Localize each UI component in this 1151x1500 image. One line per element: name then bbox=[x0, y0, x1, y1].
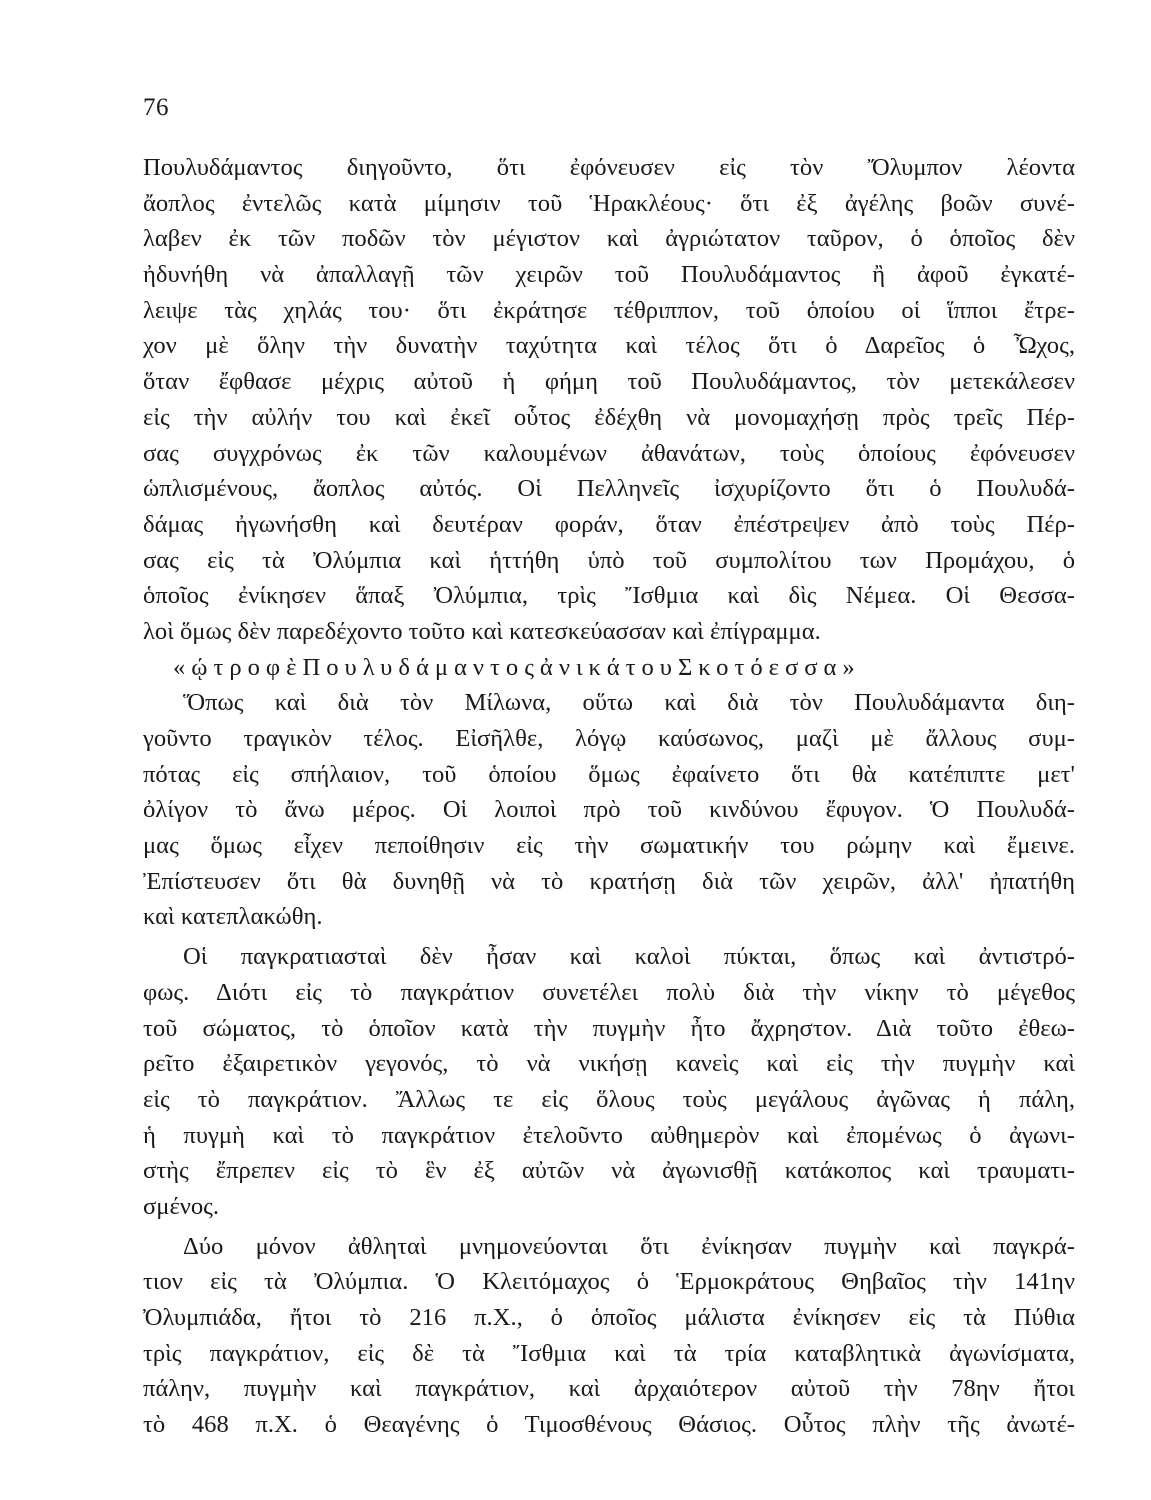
text-line: τρὶς παγκράτιον, εἰς δὲ τὰ Ἴσθμια καὶ τὰ τρία καταβλητικὰ ἀγωνίσματα, bbox=[143, 1339, 1075, 1367]
text-line: ἠδυνήθη νὰ ἀπαλλαγῇ τῶν χειρῶν τοῦ Πουλυδάμαντος ἢ ἀφοῦ ἐγκατέ- bbox=[143, 261, 1075, 289]
text-line: δάμας ἠγωνήσθη καὶ δευτέραν φοράν, ὅταν ἐπέστρεψεν ἀπὸ τοὺς Πέρ- bbox=[143, 510, 1075, 538]
epigram-line: «ῴτροφὲΠουλυδάμαντοςἀνικάτουΣκοτόεσσα» bbox=[173, 653, 861, 681]
text-line: Πουλυδάμαντος διηγοῦντο, ὅτι ἐφόνευσεν εἰς τὸν Ὄλυμπον λέοντα bbox=[143, 154, 1075, 181]
text-line: λαβεν ἐκ τῶν ποδῶν τὸν μέγιστον καὶ ἀγριώτατον ταῦρον, ὁ ὁποῖος δὲν bbox=[143, 225, 1075, 253]
text-line: λειψε τὰς χηλάς του· ὅτι ἐκράτησε τέθριππον, τοῦ ὁποίου οἱ ἵπποι ἔτρε- bbox=[143, 296, 1075, 324]
text-line: χον μὲ ὅλην τὴν δυνατὴν ταχύτητα καὶ τέλος ὅτι ὁ Δαρεῖος ὁ Ὦχος, bbox=[143, 332, 1075, 360]
text-line: ἄοπλος ἐντελῶς κατὰ μίμησιν τοῦ Ἡρακλέους· ὅτι ἐξ ἀγέλης βοῶν συνέ- bbox=[143, 189, 1075, 217]
text-line: στὴς ἔπρεπεν εἰς τὸ ἓν ἐξ αὐτῶν νὰ ἀγωνισθῇ κατάκοπος καὶ τραυματι- bbox=[143, 1157, 1075, 1185]
page-number: 76 bbox=[143, 94, 169, 121]
text-line: Ὀλυμπιάδα, ἤτοι τὸ 216 π.Χ., ὁ ὁποῖος μάλιστα ἐνίκησεν εἰς τὰ Πύθια bbox=[143, 1304, 1075, 1331]
text-line: γοῦντο τραγικὸν τέλος. Εἰσῆλθε, λόγῳ καύσωνος, μαζὶ μὲ ἄλλους συμ- bbox=[143, 725, 1075, 752]
text-line: ὡπλισμένους, ἄοπλος αὐτός. Οἱ Πελληνεῖς ἰσχυρίζοντο ὅτι ὁ Πουλυδά- bbox=[143, 475, 1075, 503]
text-line: τιον εἰς τὰ Ὀλύμπια. Ὁ Κλειτόμαχος ὁ Ἑρμοκράτους Θηβαῖος τὴν 141ην bbox=[143, 1268, 1075, 1296]
text-line: σας εἰς τὰ Ὀλύμπια καὶ ἡττήθη ὑπὸ τοῦ συμπολίτου των Προμάχου, ὁ bbox=[143, 546, 1075, 574]
text-line: ὀλίγον τὸ ἄνω μέρος. Οἱ λοιποὶ πρὸ τοῦ κινδύνου ἔφυγον. Ὁ Πουλυδά- bbox=[143, 796, 1075, 824]
text-line: ἡ πυγμὴ καὶ τὸ παγκράτιον ἐτελοῦντο αὐθημερὸν καὶ ἐπομένως ὁ ἀγωνι- bbox=[143, 1121, 1075, 1149]
text-line: σμένος. bbox=[143, 1192, 220, 1220]
text-line: πάλην, πυγμὴν καὶ παγκράτιον, καὶ ἀρχαιότερον αὐτοῦ τὴν 78ην ἤτοι bbox=[143, 1375, 1075, 1403]
text-line: ρεῖτο ἐξαιρετικὸν γεγονός, τὸ νὰ νικήσῃ κανεὶς καὶ εἰς τὴν πυγμὴν καὶ bbox=[143, 1050, 1075, 1078]
text-line: εἰς τὴν αὐλήν του καὶ ἐκεῖ οὗτος ἐδέχθη νὰ μονομαχήσῃ πρὸς τρεῖς Πέρ- bbox=[143, 403, 1075, 431]
text-line: φως. Διότι εἰς τὸ παγκράτιον συνετέλει πολὺ διὰ τὴν νίκην τὸ μέγεθος bbox=[143, 978, 1075, 1006]
text-line: σας συγχρόνως ἐκ τῶν καλουμένων ἀθανάτων, τοὺς ὁποίους ἐφόνευσεν bbox=[143, 439, 1075, 467]
text-line: λοὶ ὅμως δὲν παρεδέχοντο τοῦτο καὶ κατεσκεύασσαν καὶ ἐπίγραμμα. bbox=[143, 617, 821, 645]
text-line: καὶ κατεπλακώθη. bbox=[143, 903, 323, 931]
text-line: τοῦ σώματος, τὸ ὁποῖον κατὰ τὴν πυγμὴν ἦτο ἄχρηστον. Διὰ τοῦτο ἐθεω- bbox=[143, 1014, 1075, 1042]
text-line: ὅταν ἔφθασε μέχρις αὐτοῦ ἡ φήμη τοῦ Πουλυδάμαντος, τὸν μετεκάλεσεν bbox=[143, 368, 1075, 396]
paragraph-start-line: Ὅπως καὶ διὰ τὸν Μίλωνα, οὕτω καὶ διὰ τὸν Πουλυδάμαντα διη- bbox=[183, 689, 1075, 717]
paragraph-start-line: Οἱ παγκρατιασταὶ δὲν ἦσαν καὶ καλοὶ πύκται, ὅπως καὶ ἀντιστρό- bbox=[183, 943, 1075, 971]
text-line: τὸ 468 π.Χ. ὁ Θεαγένης ὁ Τιμοσθένους Θάσιος. Οὗτος πλὴν τῆς ἀνωτέ- bbox=[143, 1411, 1075, 1439]
text-line: Ἐπίστευσεν ὅτι θὰ δυνηθῇ νὰ τὸ κρατήσῃ διὰ τῶν χειρῶν, ἀλλ' ἠπατήθη bbox=[143, 867, 1075, 895]
text-line: πότας εἰς σπήλαιον, τοῦ ὁποίου ὅμως ἐφαίνετο ὅτι θὰ κατέπιπτε μετ' bbox=[143, 760, 1075, 788]
paragraph-start-line: Δύο μόνον ἀθληταὶ μνημονεύονται ὅτι ἐνίκησαν πυγμὴν καὶ παγκρά- bbox=[183, 1232, 1075, 1260]
body-text bbox=[143, 150, 1075, 1443]
text-line: ὁποῖος ἐνίκησεν ἅπαξ Ὀλύμπια, τρὶς Ἴσθμια καὶ δὶς Νέμεα. Οἱ Θεσσα- bbox=[143, 582, 1075, 610]
text-line: εἰς τὸ παγκράτιον. Ἄλλως τε εἰς ὅλους τοὺς μεγάλους ἀγῶνας ἡ πάλη, bbox=[143, 1085, 1075, 1113]
text-line: μας ὅμως εἶχεν πεποίθησιν εἰς τὴν σωματικήν του ρώμην καὶ ἔμεινε. bbox=[143, 832, 1075, 860]
